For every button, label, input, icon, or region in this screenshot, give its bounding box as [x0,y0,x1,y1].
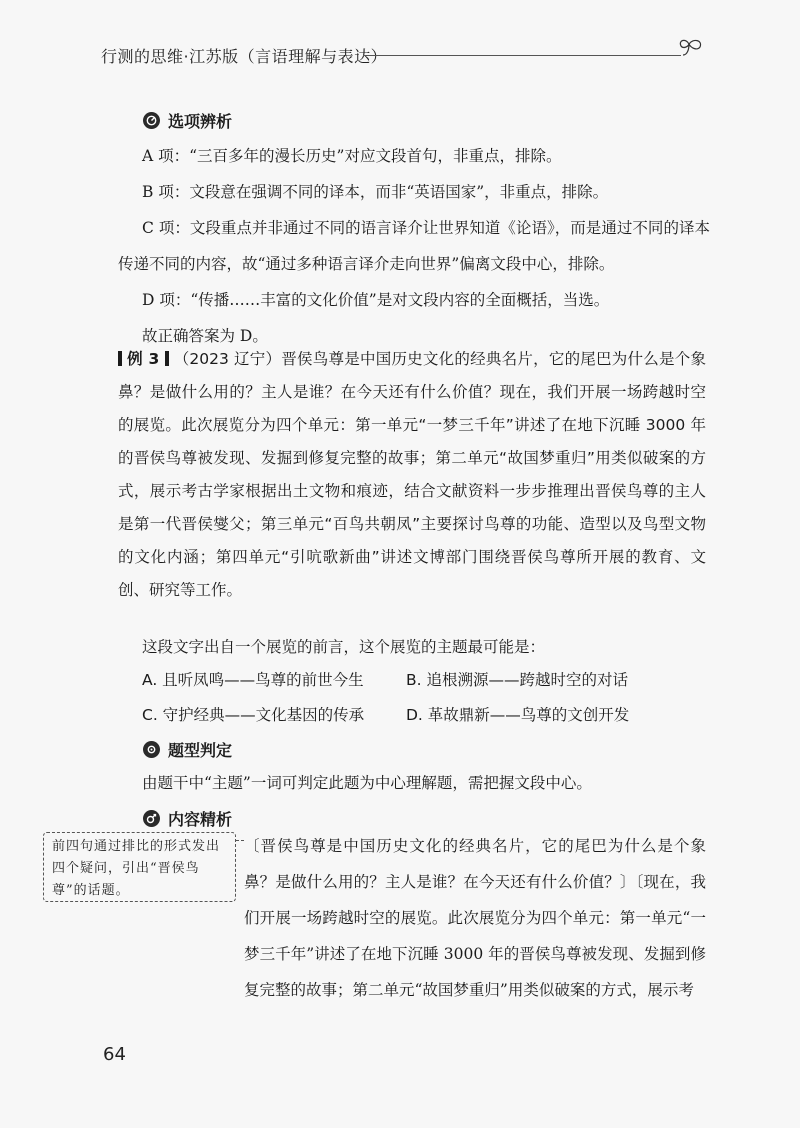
analysis-option-b: B 项：文段意在强调不同的译本，而非“英语国家”，非重点，排除。 [142,183,609,201]
sprout-icon [673,38,707,68]
section-title: 题型判定 [168,740,233,760]
choice-a: A. 且听凤鸣——鸟尊的前世今生 [142,671,364,689]
section-heading-content-analysis [143,806,232,830]
page-number: 64 [103,1044,126,1065]
question-type-text: 由题干中“主题”一词可判定此题为中心理解题，需把握文段中心。 [142,774,592,792]
section-title: 内容精析 [168,809,233,829]
example-text: 晋侯鸟尊是中国历史文化的经典名片，它的尾巴为什么是个象鼻？是做什么用的？主人是谁？在今天还有什么价值？现在，我们开展一场跨越时空的展览。此次展览分为四个单元：第一单元“一梦三千年”讲述了在地下沉睡 3000 年的晋侯鸟尊被发现、发掘到修复完整的故事；第二单元“故国梦重归”用类似破案的方式，展示考古学家根据出土文物和痕迹，结合文献资料一步步推理出晋侯鸟尊的主人是第一代晋侯燮父；第三单元“百鸟共朝凤”主要探讨鸟尊的功能、造型以及鸟型文物的文化内涵；第四单元“引吭歌新曲”讲述文博部门围绕晋侯鸟尊所开展的教育、文创、研究等工作。 [118,350,706,599]
choice-b: B. 追根溯源——跨越时空的对话 [406,671,628,689]
question-type-icon [143,741,160,758]
running-header [101,38,707,68]
correct-answer: 故正确答案为 D。 [142,327,268,345]
example-bar-left [118,351,122,366]
section-heading-question-type [143,737,232,761]
analysis-option-c: C 项：文段重点并非通过不同的语言译介让世界知道《论语》，而是通过不同的译本传递不同的内容，故“通过多种语言译介走向世界”偏离文段中心，排除。 [118,219,710,273]
option-analysis-icon [143,112,160,129]
section-heading-option-analysis [143,108,232,132]
analysis-option-a: A 项：“三百多年的漫长历史”对应文段首句，非重点，排除。 [142,147,562,165]
section-title: 选项辨析 [168,111,233,131]
example-source: （2023 辽宁） [173,350,282,368]
content-analysis-icon [143,810,160,827]
analysis-option-d: D 项：“传播……丰富的文化价值”是对文段内容的全面概括，当选。 [142,291,610,309]
choice-c: C. 守护经典——文化基因的传承 [142,706,365,724]
margin-note: 前四句通过排比的形式发出四个疑问，引出“晋侯鸟尊”的话题。 [43,832,236,902]
example-passage [118,343,706,607]
header-title: 行测的思维·江苏版（言语理解与表达） [101,47,388,66]
choice-d: D. 革故鼎新——鸟尊的文创开发 [406,706,630,724]
content-analysis-text: 〔晋侯鸟尊是中国历史文化的经典名片，它的尾巴为什么是个象鼻？是做什么用的？主人是谁？在今天还有什么价值？〕〔现在，我们开展一场跨越时空的展览。此次展览分为四个单元：第一单元“一梦三千年”讲述了在地下沉睡 3000 年的晋侯鸟尊被发现、发掘到修复完整的故事；第二单元“故国梦重归”用类似破案的方式，展示考 [244,837,706,999]
example-bar-right [165,351,169,366]
margin-note-connector [236,840,244,841]
example-tag: 例 3 [127,350,160,368]
question-stem: 这段文字出自一个展览的前言，这个展览的主题最可能是： [142,638,546,656]
header-rule [363,55,681,56]
